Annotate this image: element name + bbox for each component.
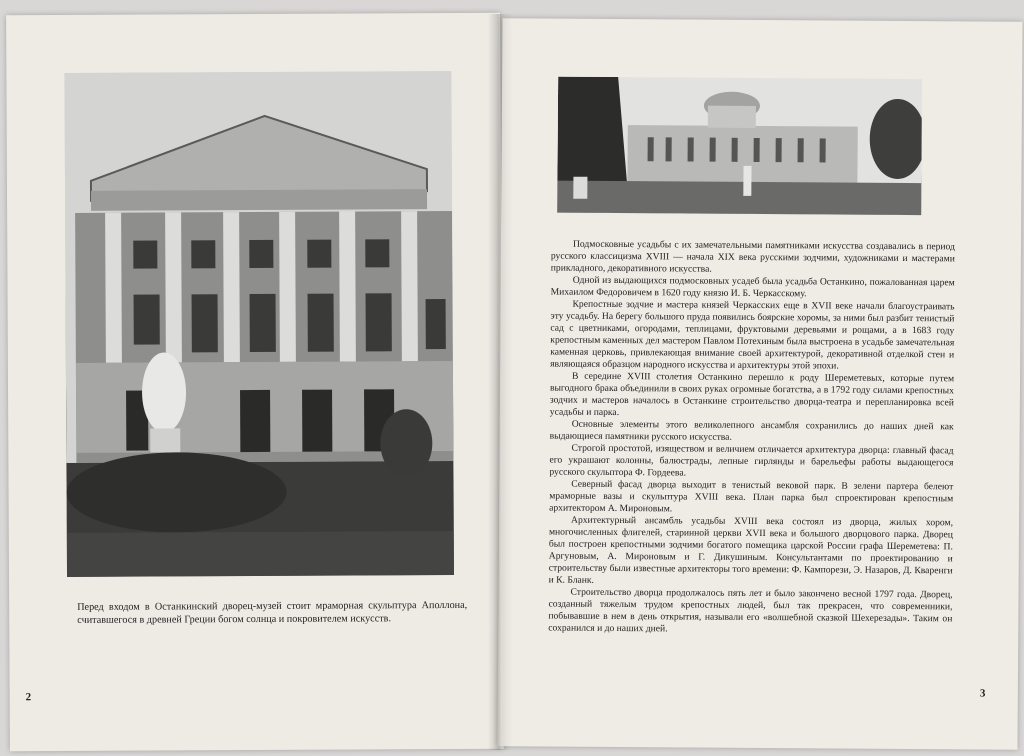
palace-portico-photo <box>64 71 454 577</box>
paragraph: Строгой простотой, изяществом и величием отличается архитектура дворца: главный фасад его украшают колонны, балюстрады, лепные гирлянды и барельефы работы выдающегося русского скульптора Ф. Гордеева. <box>549 442 954 479</box>
palace-panorama-photo <box>557 77 922 216</box>
page-number-left: 2 <box>25 691 32 704</box>
paragraph: Подмосковные усадьбы с их замечательными памятниками искусства создавались в период русского классицизма XVIII — начала XIX века русскими зодчими, художниками и мастерами прикладного, декоративного искусства. <box>550 238 956 275</box>
paragraph: Основные элементы этого великолепного ансамбля сохранились до наших дней как выдающиеся памятники русского искусства. <box>549 418 954 443</box>
article-body <box>548 239 955 638</box>
paragraph: Крепостные зодчие и мастера князей Черкасских еще в XVII веке начали благоустраивать эту усадьбу. На берегу большого пруда появились боярские хоромы, за ними был разбит тенистый сад с цветниками, огородами, теплицами, фруктовыми деревьями и рощами, а в 1683 году крепостным каменных дел мастером Павлом Потехиным была выстроена в усадьбе замечательная каменная церковь, привлекающая внимание своей архитектурой, декоративной отделкой стен и являющаяся образцом народного искусства и архитектуры этой эпохи. <box>550 298 955 372</box>
page-number-right: 3 <box>979 687 986 700</box>
right-page <box>497 18 1022 750</box>
left-page <box>6 13 504 752</box>
palace-panorama-illustration <box>557 77 922 216</box>
paragraph: Северный фасад дворца выходит в тенистый вековой парк. В зелени партера белеют мраморные вазы и скульптура XVIII века. План парка был спроектирован крепостным архитектором А. Мироновым. <box>549 478 954 515</box>
paragraph: Строительство дворца продолжалось пять лет и было закончено весной 1797 года. Дворец, созданный тяжелым трудом крепостных людей, был так прекрасен, что современники, побывавшие в нем в день открытия, называли его «волшебной сказкой Шехерезады». Таким он сохранился и до наших дней. <box>548 586 953 635</box>
photo-caption: Перед входом в Останкинский дворец-музей стоит мраморная скульптура Аполлона, считавшегося в древней Греции богом солнца и покровителем искусств. <box>77 599 468 626</box>
paragraph: Одной из выдающихся подмосковных усадеб была усадьба Останкино, пожалованная царем Михаилом Федоровичем в 1620 году князю И. Б. Черкасскому. <box>550 274 955 300</box>
book-gutter <box>488 14 512 750</box>
paragraph: В середине XVIII столетия Останкино перешло к роду Шереметевых, которые путем выгодного брака объединили в своих руках огромные богатства, а в 1792 году силами крепостных зодчих и мастеров началось в Останкине строительство дворца-театра и перепланировка всей усадьбы и парка. <box>549 370 955 419</box>
paragraph: Архитектурный ансамбль усадьбы XVIII века состоял из дворца, жилых хором, многочисленных флигелей, старинной церкви XVII века и большого дворцового парка. Дворец был построен крепостными зодчими богатого помещика царской России графа Шереметева: П. Аргуновым, А. Мироновым и Г. Дикушиным. Консультантами по проектированию и строительству были известные архитекторы того времени: Ф. Кампорези, Э. Назаров, Д. Кваренги и К. Бланк. <box>548 514 954 586</box>
palace-portico-illustration <box>64 71 454 577</box>
